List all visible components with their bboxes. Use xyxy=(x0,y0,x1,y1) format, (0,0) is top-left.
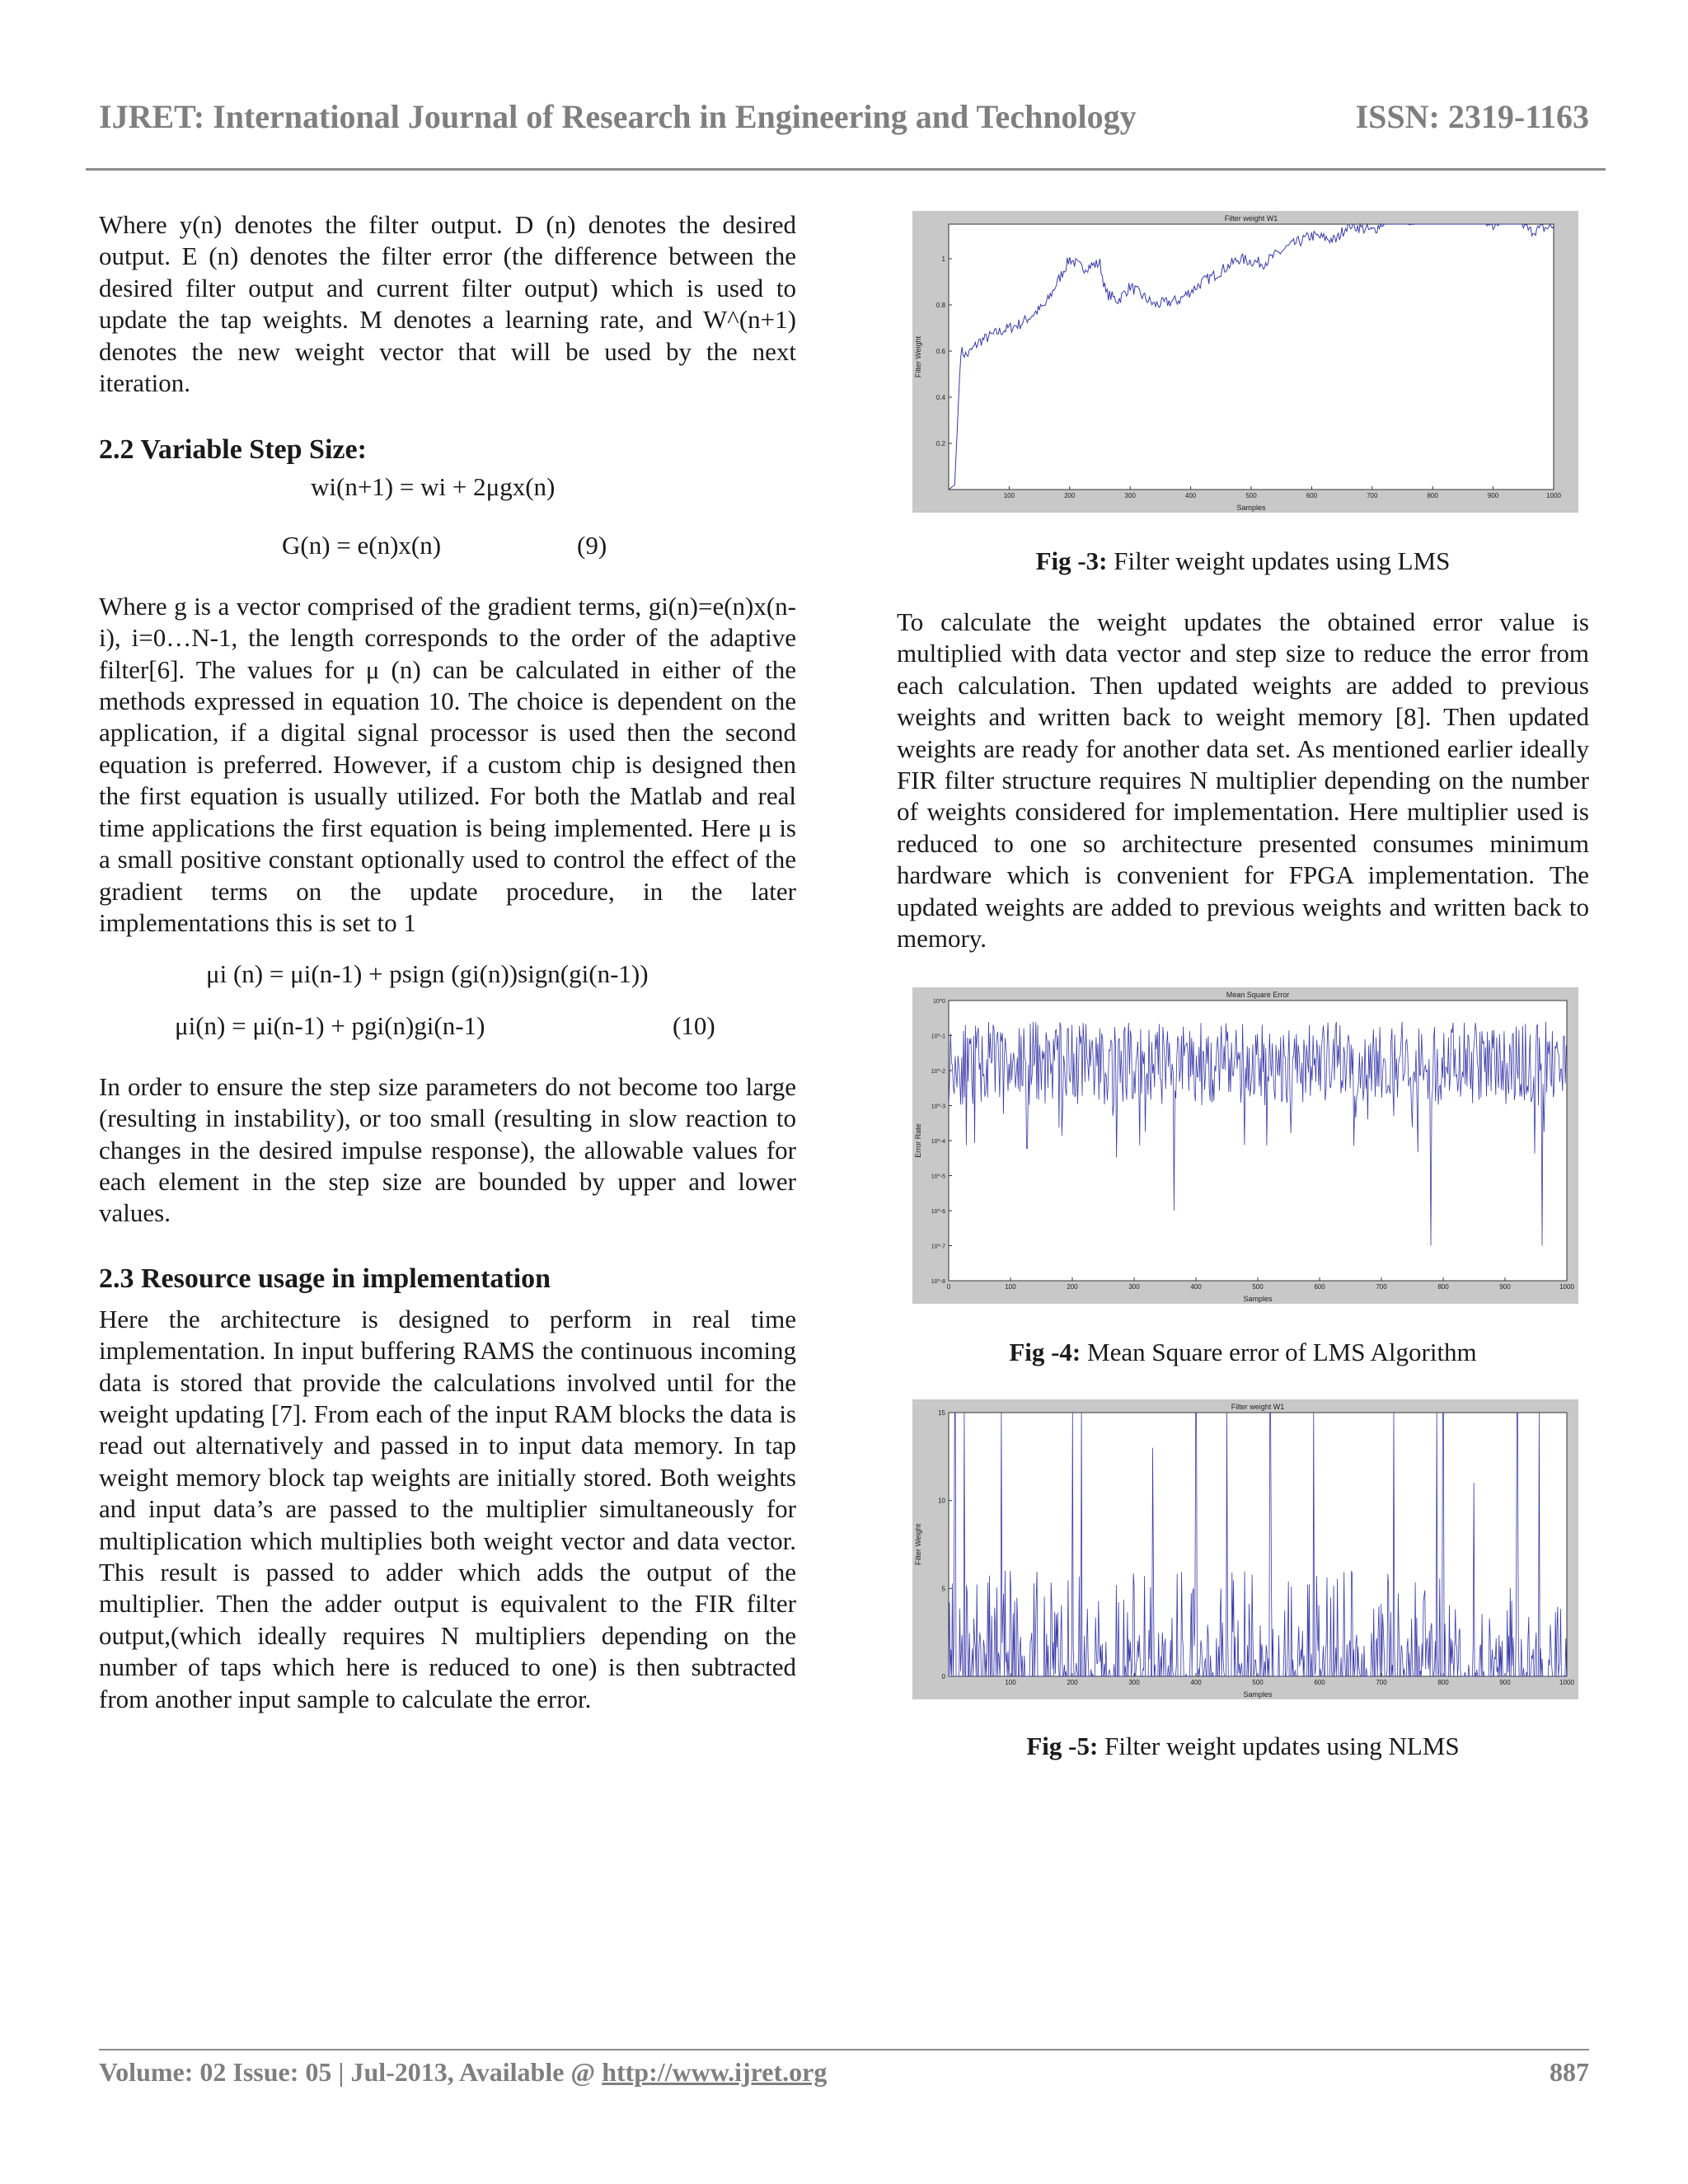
fig4-caption-text: Mean Square error of LMS Algorithm xyxy=(1081,1338,1477,1366)
figure-4-caption xyxy=(897,1337,1589,1368)
y-tick-label: 10^0 xyxy=(933,999,945,1005)
left-column xyxy=(99,209,796,1715)
y-tick-label: 1 xyxy=(941,255,945,263)
weight-update-paragraph: To calculate the weight updates the obtained error value is multiplied with data vector and step size to reduce the error from each calculation. Then updated weights are added to previous weights and written back to weight memory [8]. Then updated weights are ready for another data set. As mentioned earlier ideally FIR filter structure requires N multiplier depending on the number of weights considered for implementation. Here multiplier used is reduced to one so architecture presented consumes minimum hardware which is convenient for FPGA implementation. The updated weights are added to previous weights and written back to memory. xyxy=(897,607,1589,954)
x-tick-label: 200 xyxy=(1067,1283,1078,1291)
x-tick-label: 900 xyxy=(1487,492,1499,499)
x-tick-label: 300 xyxy=(1128,1679,1140,1686)
volume-text: Volume: 02 Issue: 05 | Jul-2013, Available @ xyxy=(99,2057,603,2087)
y-axis-label: Error Rate xyxy=(914,1123,922,1158)
y-tick-label: 10^-8 xyxy=(931,1279,945,1285)
y-tick-label: 0.4 xyxy=(935,394,945,401)
y-tick-label: 10^-4 xyxy=(931,1139,945,1145)
x-tick-label: 800 xyxy=(1427,492,1438,499)
x-axis-label: Samples xyxy=(1243,1690,1273,1699)
fig4-label: Fig -4: xyxy=(1009,1338,1081,1366)
y-tick-label: 0.8 xyxy=(935,302,945,309)
page-number: 887 xyxy=(1550,2057,1589,2087)
y-tick-label: 10^-7 xyxy=(931,1244,945,1250)
y-tick-label: 0.6 xyxy=(935,348,945,355)
running-footer xyxy=(99,2057,1589,2098)
x-tick-label: 100 xyxy=(1005,1679,1016,1686)
equation-mu-sign: μi (n) = μi(n-1) + psign (gi(n))sign(gi(n-1)) xyxy=(206,959,649,989)
x-tick-label: 400 xyxy=(1190,1679,1202,1686)
x-tick-label: 0 xyxy=(946,1283,951,1291)
y-axis-label: Filter Weight xyxy=(914,1523,922,1566)
x-tick-label: 700 xyxy=(1376,1283,1387,1291)
y-tick-label: 15 xyxy=(938,1409,945,1417)
y-axis-label: Filter Weight xyxy=(914,335,922,378)
x-tick-label: 600 xyxy=(1314,1679,1325,1686)
section-2-3-heading: 2.3 Resource usage in implementation xyxy=(99,1263,551,1294)
chart-title: Filter weight W1 xyxy=(1224,214,1278,223)
x-tick-label: 300 xyxy=(1128,1283,1140,1291)
chart-title: Filter weight W1 xyxy=(1231,1403,1285,1411)
volume-info xyxy=(99,2057,827,2088)
fig3-plot xyxy=(912,211,1578,513)
equation-9-row xyxy=(99,530,796,561)
y-tick-label: 10^-6 xyxy=(931,1209,945,1215)
x-tick-label: 400 xyxy=(1184,492,1197,499)
y-tick-label: 10^-2 xyxy=(931,1069,945,1075)
equation-g: G(n) = e(n)x(n) xyxy=(282,530,442,560)
figure-4 xyxy=(912,987,1578,1304)
y-tick-label: 0.2 xyxy=(935,440,945,448)
chart-title: Mean Square Error xyxy=(1226,991,1290,999)
equation-10-number: (10) xyxy=(673,1010,715,1040)
fig4-plot xyxy=(912,987,1578,1304)
x-tick-label: 200 xyxy=(1064,492,1076,499)
equation-9-number: (9) xyxy=(577,530,607,560)
x-tick-label: 600 xyxy=(1306,492,1318,499)
x-tick-label: 500 xyxy=(1252,1283,1264,1291)
x-tick-label: 500 xyxy=(1245,492,1257,499)
journal-title: IJRET: International Journal of Research in Engineering and Technology xyxy=(99,98,1137,135)
bounds-paragraph: In order to ensure the step size parameters do not become too large (resulting in instability), or too small (resulting in slow reaction to changes in the desired impulse response), the allowable values for each element in the step size are bounded by upper and lower values. xyxy=(99,1071,796,1228)
section-2-2-heading: 2.2 Variable Step Size: xyxy=(99,434,367,466)
running-header xyxy=(99,97,1589,147)
figure-3-caption xyxy=(897,546,1589,577)
x-tick-label: 900 xyxy=(1499,1679,1511,1686)
fig3-caption-text: Filter weight updates using LMS xyxy=(1107,546,1451,575)
x-tick-label: 800 xyxy=(1437,1679,1449,1686)
figure-5-caption xyxy=(897,1731,1589,1762)
x-tick-label: 1000 xyxy=(1546,492,1561,499)
fig5-label: Fig -5: xyxy=(1026,1732,1099,1760)
figure-5 xyxy=(912,1399,1578,1699)
intro-paragraph: Where y(n) denotes the filter output. D (n) denotes the desired output. E (n) denotes the filter error (the difference between the desired filter output and current filter output) which is used to update the tap weights. M denotes a learning rate, and W^(n+1) denotes the new weight vector that will be used by the next iteration. xyxy=(99,210,796,398)
journal-link[interactable]: http://www.ijret.org xyxy=(602,2057,828,2087)
resource-paragraph: Here the architecture is designed to perform in real time implementation. In input buffering RAMS the continuous incoming data is stored that provide the calculations involved until for the weight updating [7]. From each of the input RAM blocks the data is read out alternatively and passed in to input data memory. In tap weight memory block tap weights are initially stored. Both weights and input data’s are passed to the multiplier simultaneously for multiplication which multiplies both weight vector and data vector. This result is passed to adder which adds the output of the multiplier. Then the adder output is equivalent to the FIR filter output,(which ideally requires N multipliers depending on the number of taps which here is reduced to one) is then subtracted from another input sample to calculate the error. xyxy=(99,1304,796,1713)
y-tick-label: 10^-3 xyxy=(931,1104,945,1110)
issn: ISSN: 2319-1163 xyxy=(1355,98,1589,135)
header-rule xyxy=(86,168,1606,171)
x-tick-label: 900 xyxy=(1499,1283,1511,1291)
x-tick-label: 700 xyxy=(1376,1679,1387,1686)
x-tick-label: 400 xyxy=(1190,1283,1202,1291)
fig5-caption-text: Filter weight updates using NLMS xyxy=(1098,1732,1460,1760)
equation-10-row xyxy=(99,1010,796,1042)
footer-rule xyxy=(99,2049,1589,2050)
y-tick-label: 10 xyxy=(938,1497,945,1505)
y-tick-label: 10^-1 xyxy=(931,1033,945,1040)
equation-mu: μi(n) = μi(n-1) + pgi(n)gi(n-1) xyxy=(175,1010,485,1040)
gradient-paragraph: Where g is a vector comprised of the gradient terms, gi(n)=e(n)x(n-i), i=0…N-1, the length corresponds to the order of the adaptive filter[6]. The values for μ (n) can be calculated in either of the methods expressed in equation 10. The choice is dependent on the application, if a digital signal processor is used then the second equation is preferred. However, if a custom chip is designed then the first equation is usually utilized. For both the Matlab and real time applications the first equation is being implemented. Here μ is a small positive constant optionally used to control the effect of the gradient terms on the update procedure, in the later implementations this is set to 1 xyxy=(99,591,796,937)
fig3-label: Fig -3: xyxy=(1035,546,1108,575)
equation-wi: wi(n+1) = wi + 2μgx(n) xyxy=(311,472,556,502)
x-tick-label: 100 xyxy=(1003,492,1015,499)
x-tick-label: 200 xyxy=(1067,1679,1078,1686)
x-tick-label: 800 xyxy=(1437,1283,1449,1291)
x-tick-label: 600 xyxy=(1314,1283,1325,1291)
figure-3 xyxy=(912,211,1578,513)
fig5-plot xyxy=(912,1399,1578,1699)
right-column xyxy=(897,607,1589,954)
x-tick-label: 500 xyxy=(1252,1679,1264,1686)
x-axis-label: Samples xyxy=(1236,504,1266,512)
y-tick-label: 0 xyxy=(941,1673,945,1680)
y-tick-label: 5 xyxy=(941,1585,945,1593)
x-tick-label: 300 xyxy=(1124,492,1136,499)
x-axis-label: Samples xyxy=(1243,1295,1273,1303)
x-tick-label: 700 xyxy=(1367,492,1378,499)
x-tick-label: 100 xyxy=(1005,1283,1016,1291)
y-tick-label: 10^-5 xyxy=(931,1174,945,1180)
x-tick-label: 1000 xyxy=(1559,1283,1574,1291)
x-tick-label: 1000 xyxy=(1559,1679,1574,1686)
